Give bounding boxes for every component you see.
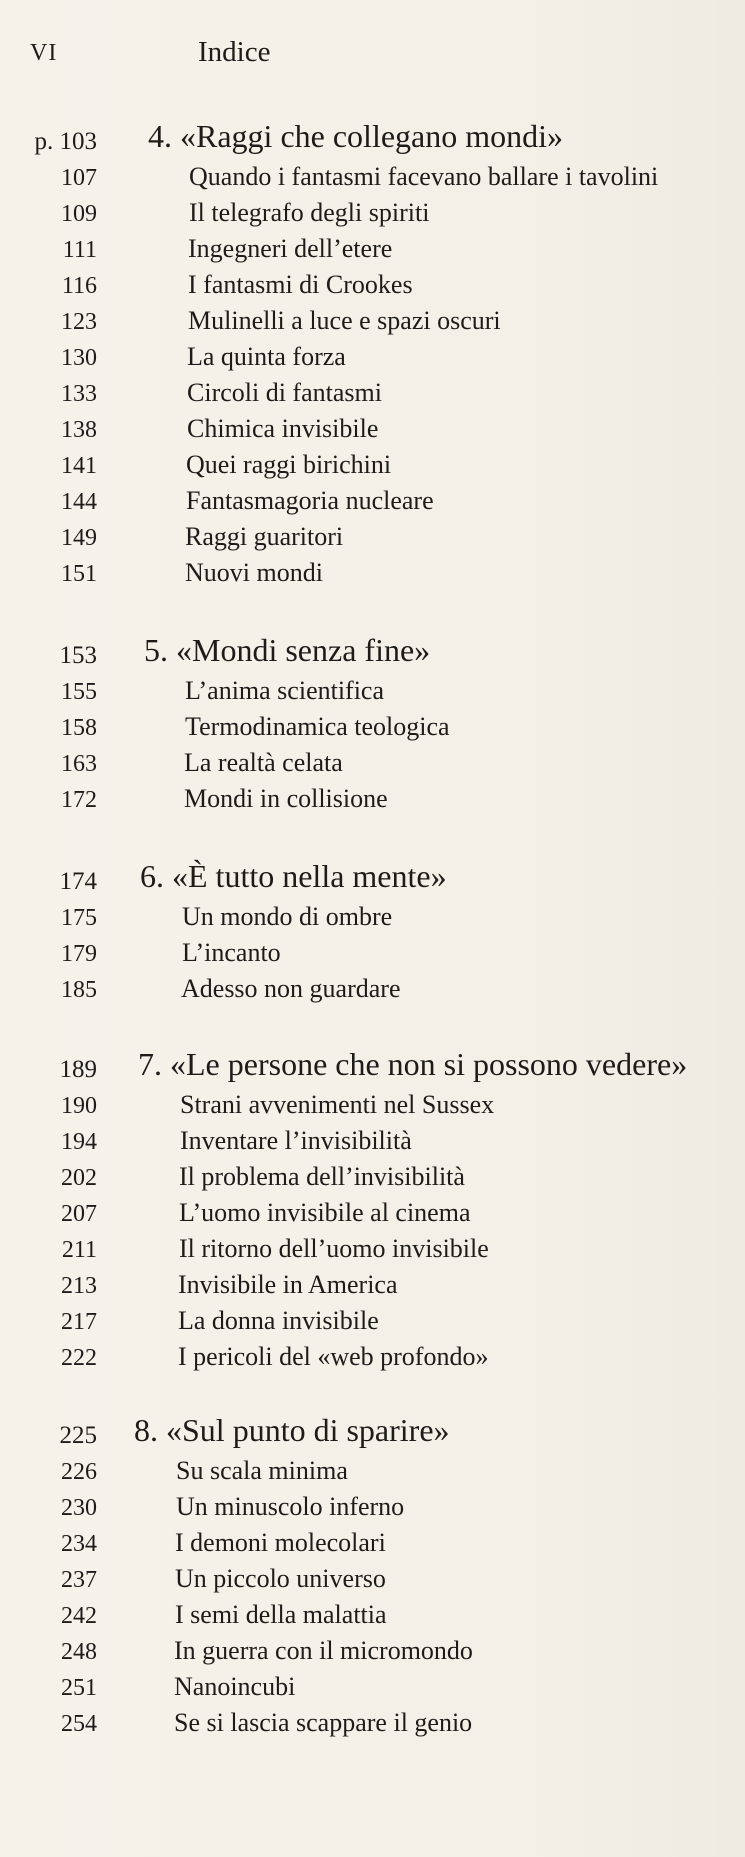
chapter-title xyxy=(144,632,430,669)
running-head-title: Indice xyxy=(198,36,271,68)
toc-entry xyxy=(0,974,745,1010)
entry-title: In guerra con il micromondo xyxy=(174,1636,473,1665)
entry-title: Mulinelli a luce e spazi oscuri xyxy=(188,306,501,335)
entry-page: 123 xyxy=(61,309,97,335)
chapter-title xyxy=(138,1046,687,1083)
entry-title: La donna invisibile xyxy=(178,1306,379,1335)
chapter-title-text: «Raggi che collegano mondi» xyxy=(180,118,564,154)
toc-entry xyxy=(0,306,745,342)
entry-page: 237 xyxy=(61,1567,97,1593)
entry-title: Invisibile in America xyxy=(178,1270,398,1299)
running-head xyxy=(0,36,745,76)
toc-entry xyxy=(0,1126,745,1162)
chapter-number: 6. xyxy=(140,858,164,894)
entry-page: 185 xyxy=(61,977,97,1003)
entry-title: L’anima scientifica xyxy=(185,676,385,705)
toc-entry xyxy=(0,1600,745,1636)
chapter-4 xyxy=(0,118,745,594)
entry-page: 175 xyxy=(61,905,97,931)
entry-title: Ingegneri dell’etere xyxy=(188,234,393,263)
chapter-heading xyxy=(0,118,745,162)
entry-page: 254 xyxy=(61,1711,97,1737)
toc-entry xyxy=(0,748,745,784)
entry-title: I semi della malattia xyxy=(175,1600,387,1629)
entry-page: 190 xyxy=(61,1093,97,1119)
page-number: VI xyxy=(30,40,58,66)
entry-page: 149 xyxy=(61,525,97,551)
entry-title: Inventare l’invisibilità xyxy=(180,1126,412,1155)
entry-title: Un minuscolo inferno xyxy=(176,1492,405,1521)
toc-entry xyxy=(0,1162,745,1198)
toc-entry xyxy=(0,486,745,522)
entry-page: 194 xyxy=(61,1129,97,1155)
toc-entry xyxy=(0,1636,745,1672)
chapter-title xyxy=(148,118,563,155)
entry-page: 144 xyxy=(61,489,97,515)
chapter-number: 8. xyxy=(134,1412,158,1448)
entry-title: Il problema dell’invisibilità xyxy=(179,1162,465,1191)
chapter-title xyxy=(140,858,447,895)
entry-title: Termodinamica teologica xyxy=(185,712,450,741)
entry-page: 211 xyxy=(61,1237,97,1263)
entry-page: 230 xyxy=(61,1495,97,1521)
entry-page: 109 xyxy=(61,201,97,227)
entry-page: 202 xyxy=(61,1165,97,1191)
entry-page: 158 xyxy=(61,715,97,741)
chapter-number: 4. xyxy=(148,118,172,154)
chapter-6 xyxy=(0,858,745,1010)
chapter-page: 174 xyxy=(59,868,97,895)
entry-title: Il telegrafo degli spiriti xyxy=(189,198,430,227)
entry-page: 138 xyxy=(61,417,97,443)
chapter-5 xyxy=(0,632,745,820)
toc-entry xyxy=(0,902,745,938)
entry-page: 179 xyxy=(61,941,97,967)
toc-entry xyxy=(0,1234,745,1270)
entry-title: I fantasmi di Crookes xyxy=(188,270,413,299)
entry-title: Un piccolo universo xyxy=(175,1564,386,1593)
entry-list xyxy=(0,1456,745,1744)
entry-page: 141 xyxy=(61,453,97,479)
entry-list xyxy=(0,676,745,820)
toc-entry xyxy=(0,234,745,270)
entry-page: 234 xyxy=(61,1531,97,1557)
entry-title: La realtà celata xyxy=(184,748,343,777)
toc-entry xyxy=(0,558,745,594)
chapter-heading xyxy=(0,858,745,902)
toc-entry xyxy=(0,1456,745,1492)
entry-title: L’incanto xyxy=(182,938,281,967)
entry-title: Circoli di fantasmi xyxy=(187,378,382,407)
entry-page: 226 xyxy=(61,1459,97,1485)
entry-title: Su scala minima xyxy=(176,1456,348,1485)
toc-entry xyxy=(0,1198,745,1234)
chapter-heading xyxy=(0,1412,745,1456)
chapter-page: 225 xyxy=(59,1422,97,1449)
entry-title: La quinta forza xyxy=(187,342,346,371)
entry-title: Nanoincubi xyxy=(174,1672,296,1701)
toc-entry xyxy=(0,712,745,748)
toc-entry xyxy=(0,342,745,378)
entry-page: 242 xyxy=(61,1603,97,1629)
toc-entry xyxy=(0,270,745,306)
entry-title: Chimica invisibile xyxy=(187,414,379,443)
entry-title: Nuovi mondi xyxy=(185,558,323,587)
toc-entry xyxy=(0,1090,745,1126)
toc-entry xyxy=(0,1708,745,1744)
entry-title: Adesso non guardare xyxy=(181,974,401,1003)
entry-title: Se si lascia scappare il genio xyxy=(174,1708,473,1737)
entry-page: 151 xyxy=(61,561,97,587)
entry-page: 207 xyxy=(61,1201,97,1227)
toc-entry xyxy=(0,162,745,198)
entry-page: 163 xyxy=(61,751,97,777)
chapter-page: 153 xyxy=(59,642,97,669)
toc-entry xyxy=(0,676,745,712)
entry-title: Il ritorno dell’uomo invisibile xyxy=(179,1234,489,1263)
entry-page: 111 xyxy=(62,237,97,263)
entry-title: Strani avvenimenti nel Sussex xyxy=(180,1090,495,1119)
toc-entry xyxy=(0,450,745,486)
toc-entry xyxy=(0,378,745,414)
entry-list xyxy=(0,1090,745,1378)
toc-entry xyxy=(0,938,745,974)
chapter-8 xyxy=(0,1412,745,1744)
entry-title: Quei raggi birichini xyxy=(186,450,392,479)
toc-entry xyxy=(0,784,745,820)
entry-title: I pericoli del «web profondo» xyxy=(178,1342,489,1371)
entry-title: Un mondo di ombre xyxy=(182,902,393,931)
entry-title: Fantasmagoria nucleare xyxy=(186,486,434,515)
chapter-heading xyxy=(0,1046,745,1090)
toc-entry xyxy=(0,1270,745,1306)
chapter-title-text: «Le persone che non si possono vedere» xyxy=(170,1046,688,1082)
chapter-page: 189 xyxy=(59,1056,97,1083)
entry-page: 172 xyxy=(61,787,97,813)
chapter-title-text: «Mondi senza fine» xyxy=(176,632,431,668)
chapter-page: p. 103 xyxy=(34,128,97,155)
entry-page: 130 xyxy=(61,345,97,371)
chapter-title-text: «È tutto nella mente» xyxy=(172,858,447,894)
entry-title: Mondi in collisione xyxy=(184,784,388,813)
entry-page: 217 xyxy=(61,1309,97,1335)
entry-page: 155 xyxy=(61,679,97,705)
entry-title: L’uomo invisibile al cinema xyxy=(179,1198,471,1227)
toc-entry xyxy=(0,414,745,450)
toc-entry xyxy=(0,1564,745,1600)
entry-page: 116 xyxy=(61,273,97,299)
entry-page: 107 xyxy=(61,165,97,191)
toc-entry xyxy=(0,1306,745,1342)
entry-page: 222 xyxy=(61,1345,97,1371)
toc-entry xyxy=(0,1342,745,1378)
toc-entry xyxy=(0,1528,745,1564)
entry-title: Quando i fantasmi facevano ballare i tavolini xyxy=(189,162,659,191)
toc-entry xyxy=(0,198,745,234)
chapter-heading xyxy=(0,632,745,676)
toc-entry xyxy=(0,1672,745,1708)
chapter-7 xyxy=(0,1046,745,1378)
chapter-number: 5. xyxy=(144,632,168,668)
chapter-title xyxy=(134,1412,450,1449)
entry-page: 133 xyxy=(61,381,97,407)
entry-page: 251 xyxy=(61,1675,97,1701)
chapter-title-text: «Sul punto di sparire» xyxy=(166,1412,450,1448)
entry-list xyxy=(0,162,745,594)
entry-title: Raggi guaritori xyxy=(185,522,344,551)
entry-page: 248 xyxy=(61,1639,97,1665)
chapter-number: 7. xyxy=(138,1046,162,1082)
entry-page: 213 xyxy=(61,1273,97,1299)
toc-entry xyxy=(0,522,745,558)
entry-title: I demoni molecolari xyxy=(175,1528,386,1557)
toc-entry xyxy=(0,1492,745,1528)
entry-list xyxy=(0,902,745,1010)
